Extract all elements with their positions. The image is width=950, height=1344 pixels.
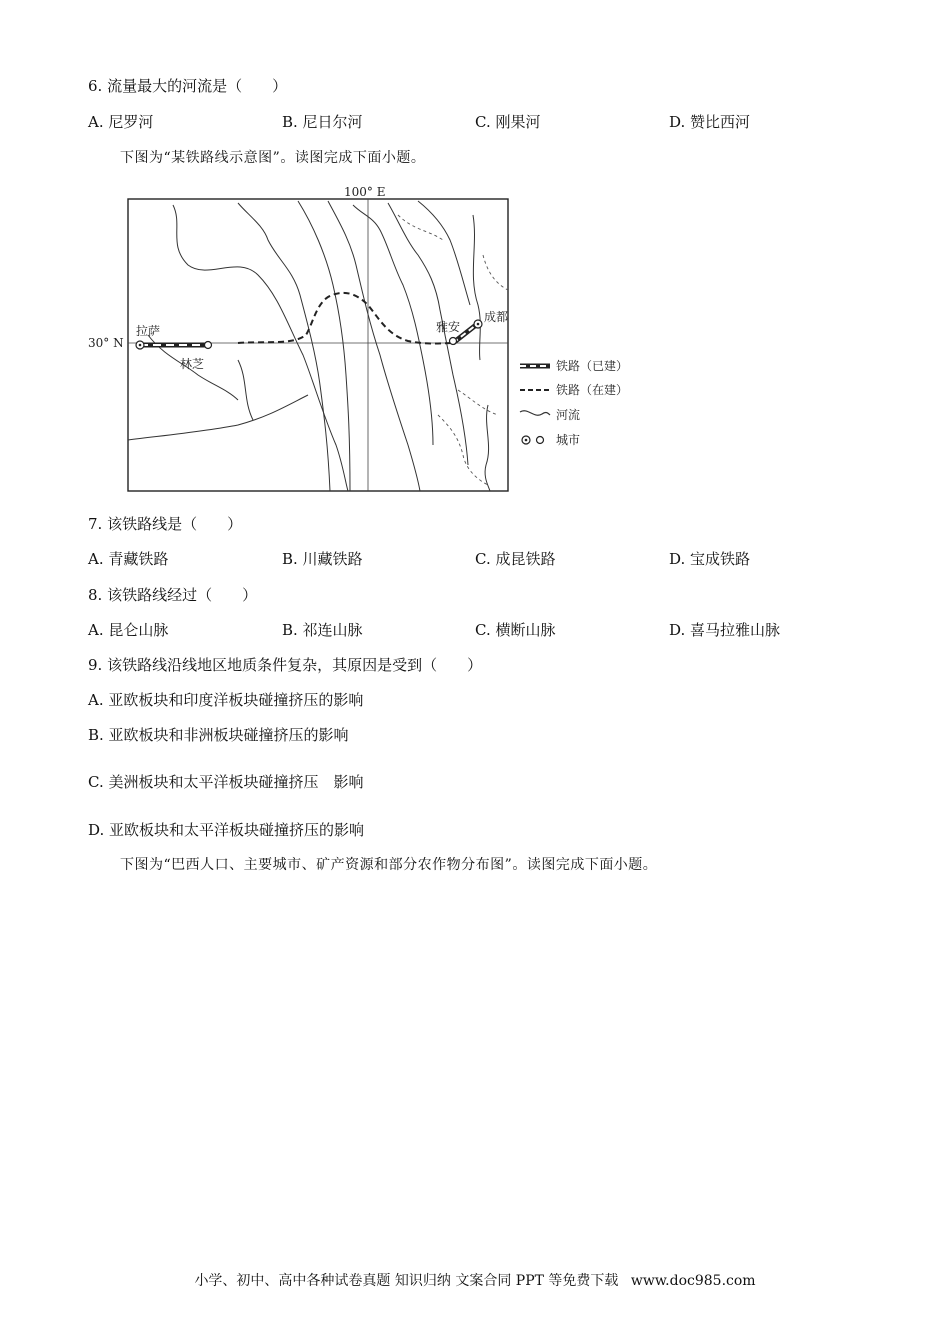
legend-city: 城市 bbox=[556, 433, 581, 447]
railway-map bbox=[88, 185, 648, 500]
q6-option-d: D. 赞比西河 bbox=[669, 113, 751, 131]
legend-built: 铁路（已建） bbox=[556, 359, 629, 373]
question-6-stem: 6. 流量最大的河流是（ ） bbox=[88, 77, 288, 95]
lon-label: 100° E bbox=[344, 185, 386, 199]
q9-option-a: A. 亚欧板块和印度洋板块碰撞挤压的影响 bbox=[88, 691, 364, 709]
q6-option-a: A. 尼罗河 bbox=[88, 113, 154, 131]
city-chengdu-label: 成都 bbox=[484, 310, 509, 324]
q6-option-c: C. 刚果河 bbox=[475, 113, 541, 131]
intro-railway-map: 下图为“某铁路线示意图”。读图完成下面小题。 bbox=[120, 150, 426, 166]
q9-option-b: B. 亚欧板块和非洲板块碰撞挤压的影响 bbox=[88, 726, 349, 744]
legend-river: 河流 bbox=[556, 408, 581, 422]
question-7-stem: 7. 该铁路线是（ ） bbox=[88, 515, 243, 533]
city-lhasa-label: 拉萨 bbox=[136, 324, 161, 338]
city-yaan-label: 雅安 bbox=[436, 320, 461, 334]
city-yaan-marker bbox=[450, 338, 457, 345]
q8-option-b: B. 祁连山脉 bbox=[282, 621, 363, 639]
footer-text: 小学、初中、高中各种试卷真题 知识归纳 文案合同 PPT 等免费下载 bbox=[194, 1273, 619, 1289]
railway-in-construction bbox=[238, 293, 453, 344]
question-9-stem: 9. 该铁路线沿线地区地质条件复杂，其原因是受到（ ） bbox=[88, 656, 483, 674]
q9-option-d: D. 亚欧板块和太平洋板块碰撞挤压的影响 bbox=[88, 821, 365, 839]
q8-option-c: C. 横断山脉 bbox=[475, 621, 556, 639]
intro-brazil-map: 下图为“巴西人口、主要城市、矿产资源和部分农作物分布图”。读图完成下面小题。 bbox=[120, 857, 658, 873]
q7-option-b: B. 川藏铁路 bbox=[282, 550, 363, 568]
q9-option-c: C. 美洲板块和太平洋板块碰撞挤压 影响 bbox=[88, 773, 364, 791]
map-legend bbox=[520, 358, 628, 447]
city-nyingchi-label: 林芝 bbox=[180, 357, 205, 371]
lat-label: 30° N bbox=[88, 336, 124, 350]
boundary-lines bbox=[398, 215, 508, 485]
page-footer bbox=[0, 1270, 950, 1290]
q6-option-b: B. 尼日尔河 bbox=[282, 113, 363, 131]
footer-url[interactable]: www.doc985.com bbox=[630, 1273, 756, 1289]
legend-building: 铁路（在建） bbox=[556, 383, 629, 397]
q7-option-c: C. 成昆铁路 bbox=[475, 550, 556, 568]
q7-option-a: A. 青藏铁路 bbox=[88, 550, 169, 568]
q8-option-a: A. 昆仑山脉 bbox=[88, 621, 169, 639]
question-8-stem: 8. 该铁路线经过（ ） bbox=[88, 586, 258, 604]
city-nyingchi-marker bbox=[205, 342, 212, 349]
q7-option-d: D. 宝成铁路 bbox=[669, 550, 751, 568]
q8-option-d: D. 喜马拉雅山脉 bbox=[669, 621, 781, 639]
